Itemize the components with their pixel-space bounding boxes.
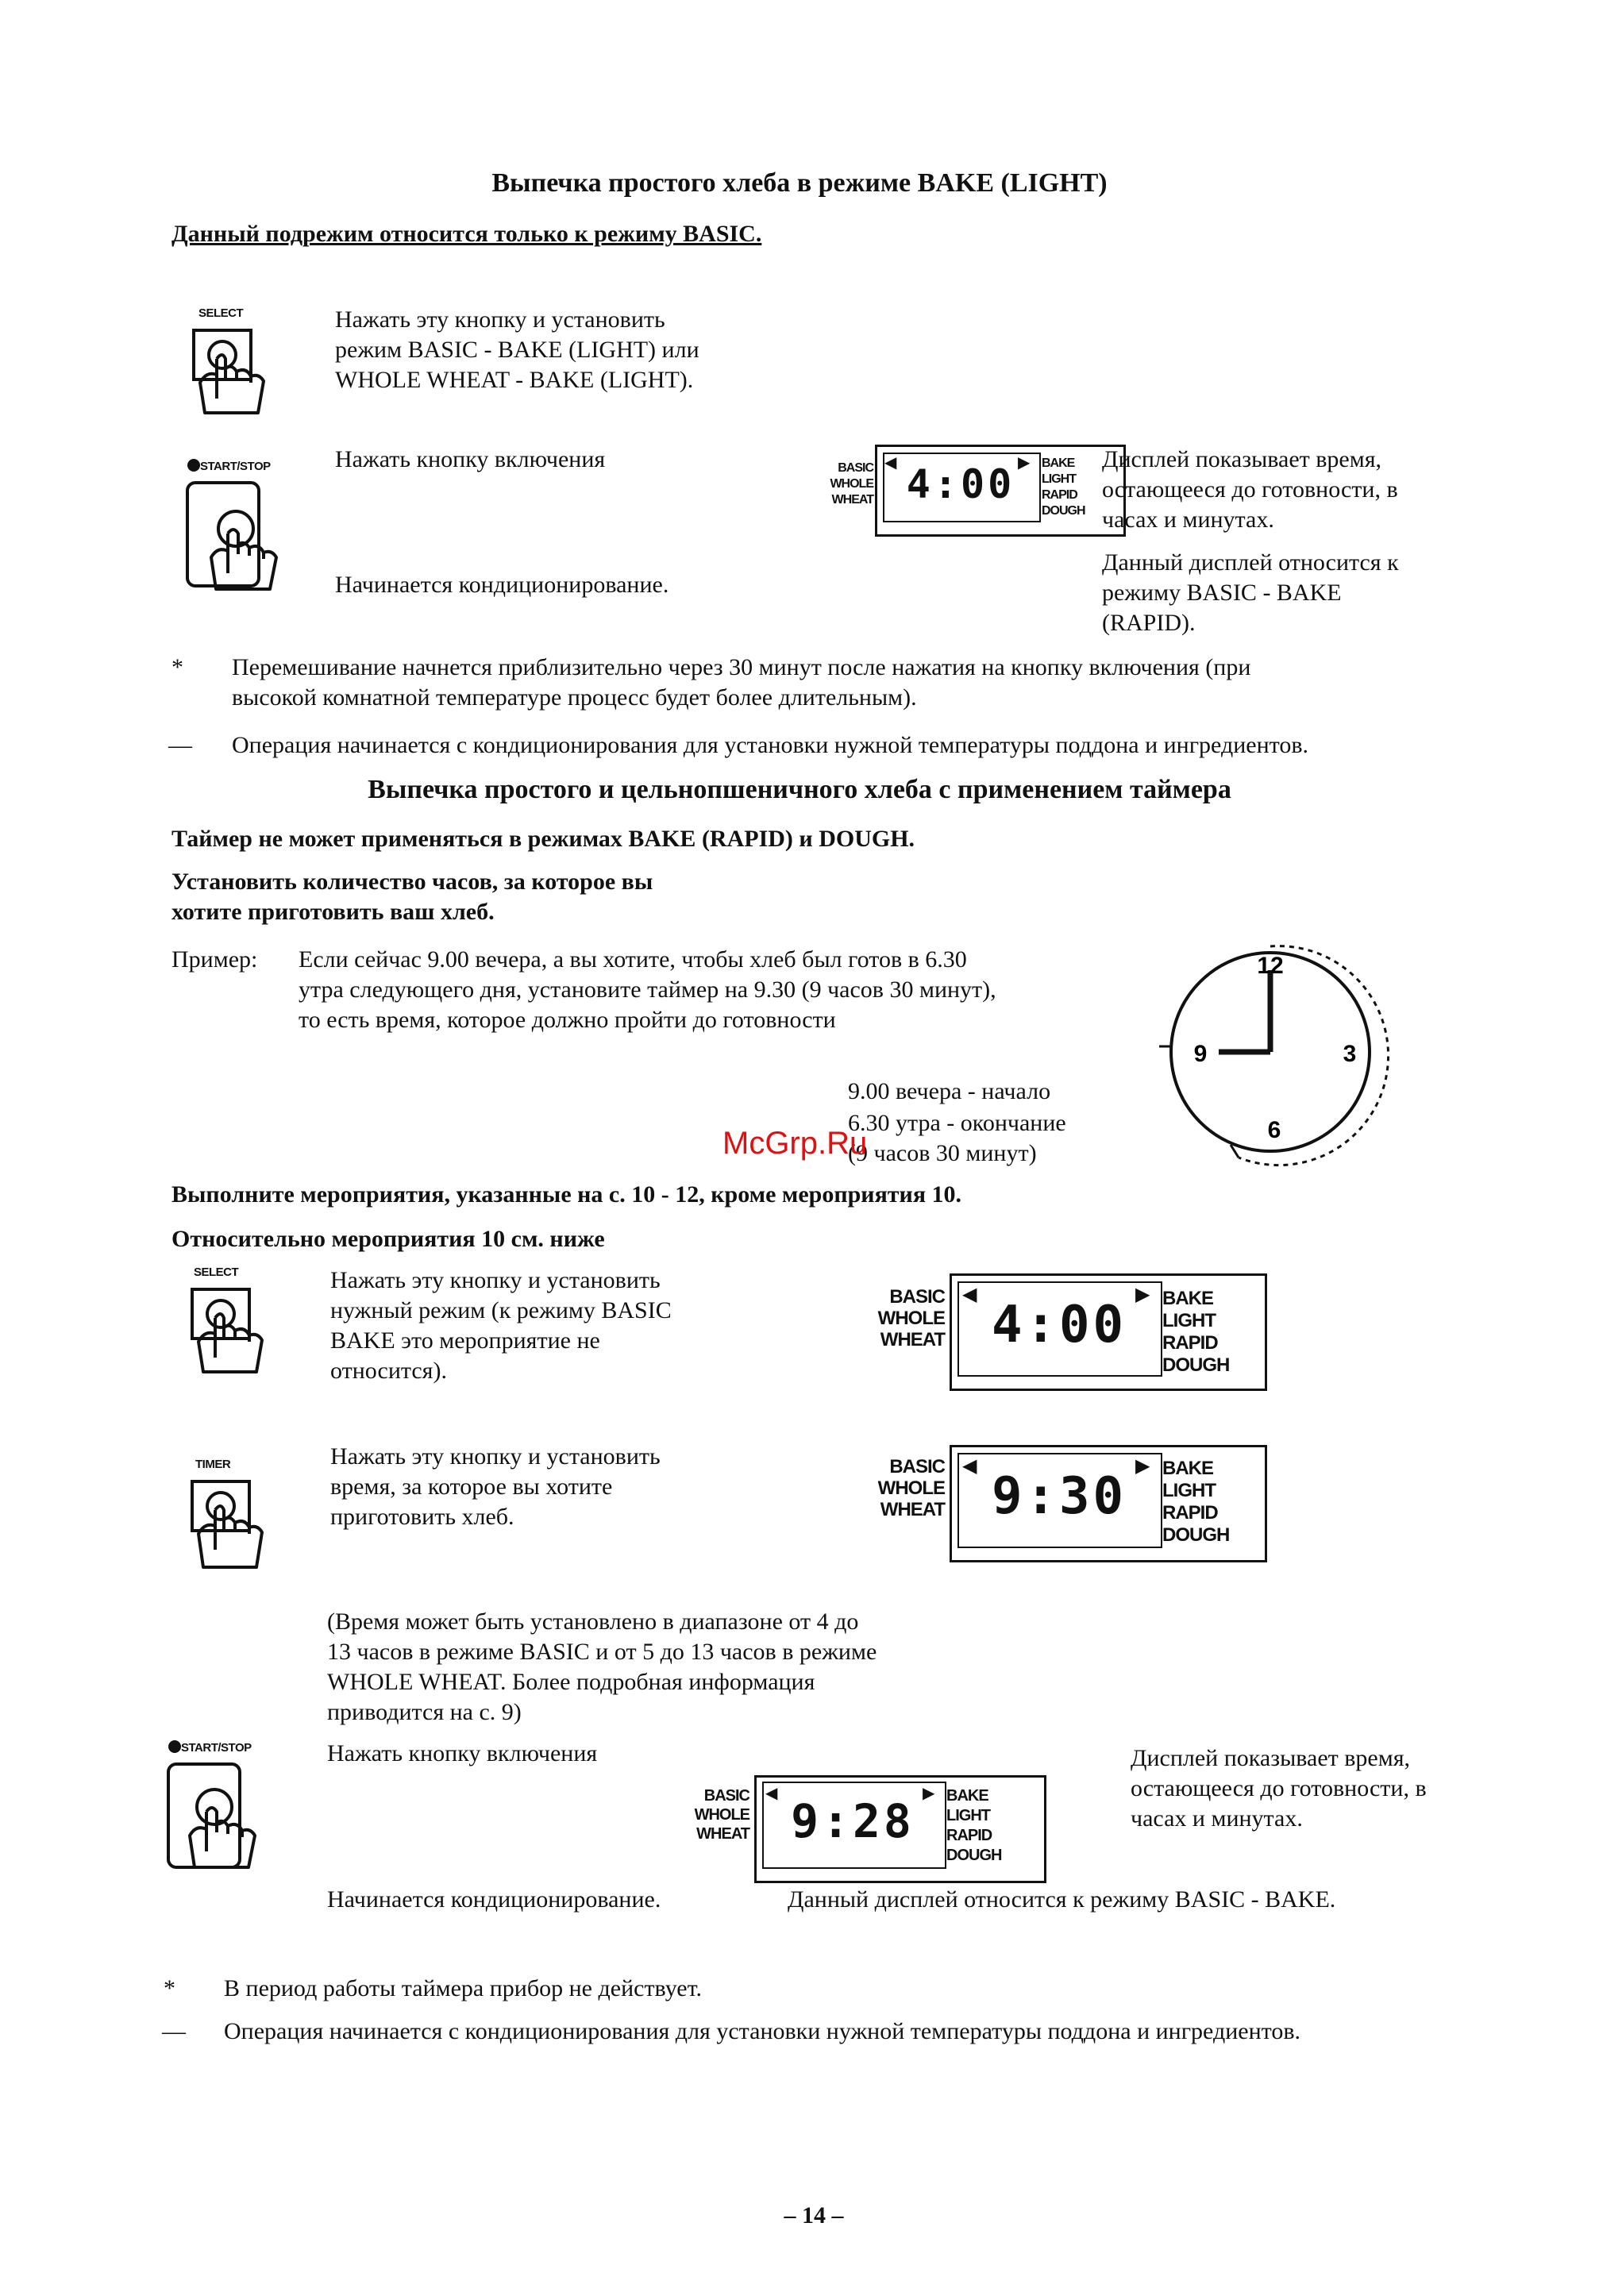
page-number: – 14 –	[784, 2202, 844, 2229]
display-basic-bake: BASIC WHOLE WHEAT ◀ ▶ 4:00 BAKE LIGHT RAPID DOUGH	[834, 445, 1081, 534]
display-time: 9:28	[791, 1794, 915, 1848]
section2-note-star: В период работы таймера прибор не действует.	[224, 1975, 702, 2001]
section1-subtitle: Данный подрежим относится только к режиму BASIC.	[171, 221, 762, 247]
end-line: 6.30 утра - окончание	[848, 1110, 1066, 1136]
dash-marker: —	[162, 2018, 186, 2044]
clock-illustration	[1151, 937, 1389, 1175]
step1-text: Нажать эту кнопку и установить режим BASIC - BAKE (LIGHT) или WHOLE WHEAT - BAKE (LIGHT).	[335, 306, 699, 393]
start-stop-button-label: START/STOP	[187, 459, 271, 473]
perform-line: Выполните мероприятия, указанные на с. 10 - 12, кроме мероприятия 10.	[171, 1181, 962, 1208]
section1-note-dash: Операция начинается с кондиционирования для установки нужной температуры поддона и ингредиентов.	[232, 732, 1309, 758]
display-time: 4:00	[906, 461, 1015, 507]
start-stop-button-label-2: START/STOP	[168, 1740, 252, 1755]
display-note: Дисплей показывает время, остающееся до готовности, в часах и минутах.	[1102, 446, 1398, 533]
start-indicator-icon	[168, 1740, 181, 1753]
select-button-icon[interactable]	[191, 327, 286, 422]
star-marker: *	[164, 1975, 175, 2001]
timer-button-icon[interactable]	[189, 1478, 284, 1581]
display-select-mode: BASIC WHOLE WHEAT ◀ ▶ 4:00 BAKE LIGHT RAPID DOUGH	[873, 1273, 1270, 1393]
select-button-label: SELECT	[198, 306, 244, 320]
start-line: 9.00 вечера - начало	[848, 1078, 1051, 1104]
section1-note-star: Перемешивание начнется приблизительно через 30 минут после нажатия на кнопку включения (при высокой комнатной температуре процесс будет более длительным).	[232, 654, 1251, 711]
dash-marker: —	[168, 732, 192, 758]
watermark: McGrp.Ru	[722, 1126, 868, 1161]
select-button-icon-2[interactable]	[189, 1286, 284, 1381]
select-button-label-2: SELECT	[194, 1265, 239, 1279]
step-select-text: Нажать эту кнопку и установить нужный режим (к режиму BASIC BAKE это мероприятие не относится).	[330, 1267, 672, 1384]
start-indicator-icon	[187, 459, 200, 472]
start-stop-button-icon[interactable]	[184, 480, 287, 599]
clock-number-3: 3	[1343, 1041, 1357, 1067]
section2-instruction: Установить количество часов, за которое вы хотите приготовить ваш хлеб.	[171, 869, 653, 925]
clock-number-12: 12	[1257, 953, 1284, 979]
regarding-line: Относительно мероприятия 10 см. ниже	[171, 1226, 605, 1252]
range-note: (Время может быть установлено в диапазоне от 4 до 13 часов в режиме BASIC и от 5 до 13 часов в режиме WHOLE WHEAT. Более подробная информация приводится на с. 9)	[327, 1608, 877, 1725]
step-start-display-note: Дисплей показывает время, остающееся до готовности, в часах и минутах.	[1131, 1745, 1427, 1832]
display-note2: Данный дисплей относится к режиму BASIC - BAKE (RAPID).	[1102, 549, 1399, 636]
step2-text2: Начинается кондиционирование.	[335, 572, 669, 598]
star-marker: *	[171, 654, 183, 680]
duration-line: (9 часов 30 минут)	[848, 1140, 1037, 1166]
section1-title: Выпечка простого хлеба в режиме BAKE (LIGHT)	[491, 168, 1108, 198]
display-time: 4:00	[991, 1296, 1127, 1354]
timer-button-label: TIMER	[195, 1458, 231, 1471]
section2-subtitle: Таймер не может применяться в режимах BAKE (RAPID) и DOUGH.	[171, 826, 915, 852]
display-timer-set: BASIC WHOLE WHEAT ◀ ▶ 9:30 BAKE LIGHT RAPID DOUGH	[873, 1445, 1270, 1564]
section2-note-dash: Операция начинается с кондиционирования для установки нужной температуры поддона и ингредиентов.	[224, 2018, 1301, 2044]
step-start-display-note2: Данный дисплей относится к режиму BASIC - BAKE.	[788, 1886, 1336, 1913]
step-start-text2: Начинается кондиционирование.	[327, 1886, 661, 1913]
example-text: Если сейчас 9.00 вечера, а вы хотите, чтобы хлеб был готов в 6.30 утра следующего дня, установите таймер на 9.30 (9 часов 30 минут), то есть время, которое должно пройти до готовности	[299, 946, 996, 1033]
display-time: 9:30	[991, 1467, 1127, 1526]
start-stop-button-icon-2[interactable]	[165, 1761, 268, 1880]
example-label: Пример:	[171, 946, 258, 973]
step2-text: Нажать кнопку включения	[335, 446, 606, 472]
step-timer-text: Нажать эту кнопку и установить время, за которое вы хотите приготовить хлеб.	[330, 1443, 661, 1530]
display-timer-running: BASIC WHOLE WHEAT ◀ ▶ 9:28 BAKE LIGHT RAPID DOUGH	[689, 1775, 1046, 1883]
clock-number-6: 6	[1267, 1117, 1281, 1143]
section2-title: Выпечка простого и цельнопшеничного хлеба с применением таймера	[368, 775, 1231, 804]
clock-number-9: 9	[1193, 1041, 1208, 1067]
step-start-text: Нажать кнопку включения	[327, 1740, 598, 1766]
